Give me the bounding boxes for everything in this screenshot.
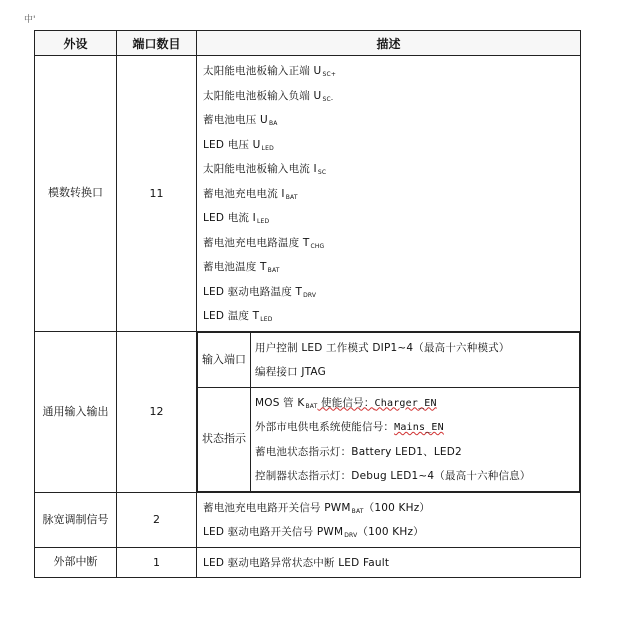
- gpio-input-item: 用户控制 LED 工作模式 DIP1~4（最高十六种模式）: [255, 341, 510, 354]
- peripheral-spec-table: [34, 30, 581, 578]
- adc-item: 太阳能电池板输入电流 $I_{SC}$: [203, 163, 327, 176]
- adc-item: 蓄电池电压 $U_{BA}$: [203, 114, 278, 127]
- gpio-name: 通用输入输出: [35, 331, 117, 492]
- adc-item: 蓄电池温度 $T_{BAT}$: [203, 261, 280, 274]
- ext-int-row: [35, 547, 581, 578]
- adc-name: 模数转换口: [35, 56, 117, 332]
- pwm-row: [35, 492, 581, 547]
- adc-item: 太阳能电池板输入正端 $U_{SC+}$: [203, 65, 337, 78]
- ext-int-description: [197, 547, 581, 578]
- adc-item: LED 电压 $U_{LED}$: [203, 138, 274, 152]
- adc-row: [35, 56, 581, 332]
- gpio-input-row: [198, 332, 580, 387]
- ext-int-count: 1: [117, 547, 197, 578]
- adc-item: 蓄电池充电电流 $I_{BAT}$: [203, 187, 298, 201]
- adc-description: [197, 56, 581, 332]
- pwm-name: 脉宽调制信号: [35, 492, 117, 547]
- gpio-description: [197, 331, 581, 492]
- ext-int-name: 外部中断: [35, 547, 117, 578]
- header-description: 描述: [197, 31, 581, 56]
- adc-item: 太阳能电池板输入负端 $U_{SC-}$: [203, 89, 334, 103]
- gpio-input-item: 编程接口 JTAG: [255, 366, 326, 378]
- adc-count: 11: [117, 56, 197, 332]
- adc-item: LED 驱动电路温度 $T_{DRV}$: [203, 285, 317, 299]
- gpio-status-item: 蓄电池状态指示灯：Battery LED1、LED2: [255, 445, 462, 458]
- gpio-input-items: [251, 332, 580, 387]
- gpio-subtable: [197, 332, 580, 492]
- gpio-count: 12: [117, 331, 197, 492]
- gpio-status-row: [198, 387, 580, 491]
- header-port-count: 端口数目: [117, 31, 197, 56]
- pwm-item: 蓄电池充电电路开关信号 $PWM_{BAT}(100$ KHz）: [203, 501, 431, 515]
- adc-item: LED 电流 $I_{LED}$: [203, 212, 270, 225]
- adc-item: LED 温度 $T_{LED}$: [203, 310, 273, 323]
- header-row: [35, 31, 581, 56]
- gpio-input-label: 输入端口: [198, 332, 251, 387]
- pwm-count: 2: [117, 492, 197, 547]
- ext-int-item: LED 驱动电路异常状态中断 LED Fault: [203, 556, 390, 569]
- gpio-status-label: 状态指示: [198, 387, 251, 491]
- pwm-description: [197, 492, 581, 547]
- gpio-status-item: MOS 管 $K_{BAT}$ 使能信号：Charger_EN: [255, 396, 437, 410]
- header-peripheral: 外设: [35, 31, 117, 56]
- gpio-status-items: [251, 387, 580, 491]
- gpio-status-item: 控制器状态指示灯：Debug LED1~4（最高十六种信息）: [255, 470, 531, 482]
- corner-mark: 中': [24, 15, 36, 25]
- gpio-status-item: 外部市电供电系统使能信号：Mains_EN: [255, 421, 444, 433]
- pwm-item: LED 驱动电路开关信号 $PWM_{DRV}(100$ KHz）: [203, 526, 424, 539]
- adc-item: 蓄电池充电电路温度 $T_{CHG}$: [203, 236, 325, 250]
- gpio-row: [35, 331, 581, 492]
